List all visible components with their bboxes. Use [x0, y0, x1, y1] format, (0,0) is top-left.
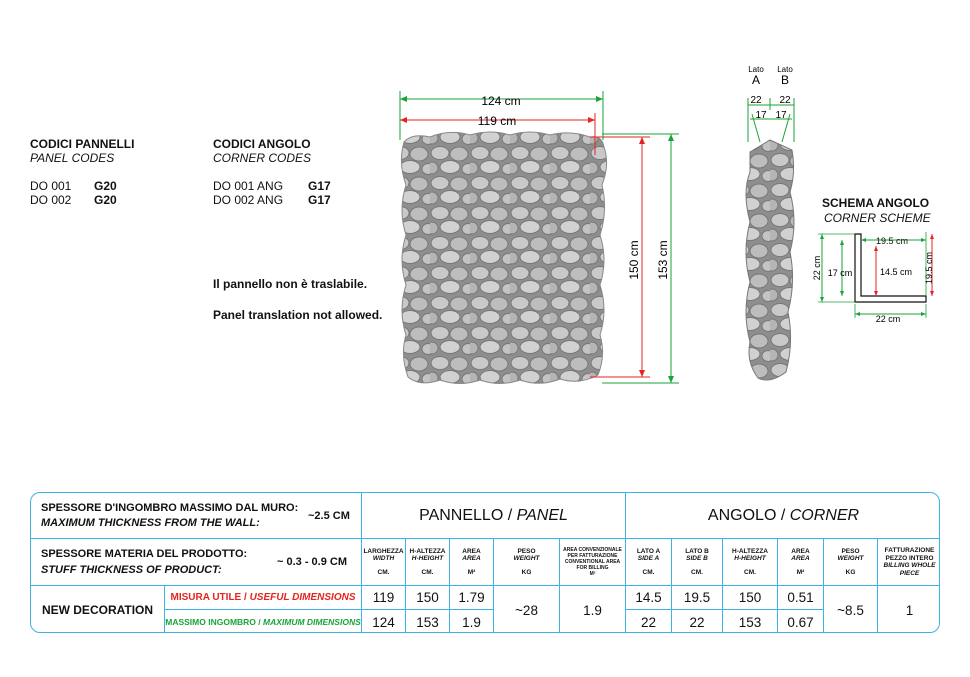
panel-header-it: PANNELLO / [419, 506, 517, 524]
panel-code: DO 002 [30, 193, 72, 207]
corner-scheme-diagram [808, 228, 943, 328]
corner-codes-title-en: CORNER CODES [213, 151, 312, 165]
scheme-inner-gap: 14.5 cm [879, 267, 913, 277]
col-corner-height: H-ALTEZZA H-HEIGHT CM. [732, 547, 768, 576]
panel-weight: ~28 [515, 602, 538, 618]
stone-panel-image [401, 132, 606, 384]
panel-grade: G20 [94, 193, 117, 207]
scheme-title: SCHEMA ANGOLO [822, 196, 930, 210]
useful-width: 119 [372, 590, 395, 605]
max-side-a: 22 [640, 614, 657, 630]
panel-codes-block [30, 137, 134, 207]
panel-drawing [390, 85, 690, 390]
col-area: AREA AREA M² [462, 547, 481, 576]
col-side-a: LATO A SIDE A CM. [636, 547, 661, 576]
panel-height-inner: 150 cm [627, 240, 641, 280]
maximum-dimensions-label: MASSIMO INGOMBRO / MAXIMUM DIMENSIONS [165, 617, 361, 627]
side-b-label: Lato [777, 65, 793, 74]
max-corner-height: 153 [738, 614, 762, 630]
panel-header-en: PANEL [516, 506, 568, 524]
max-thickness-value: ~2.5 CM [308, 510, 350, 522]
col-side-b: LATO B SIDE B CM. [685, 547, 709, 576]
corner-codes-block [213, 137, 331, 207]
scheme-bottom: 22 cm [875, 314, 901, 324]
useful-corner-area: 0.51 [787, 590, 814, 605]
col-conv-area: AREA CONVENZIONALE PER FATTURAZIONE CONVENTIONAL AREA FOR BILLING M² [563, 547, 622, 577]
scheme-left-inner: 17 cm [827, 268, 853, 278]
corner-code: DO 002 ANG [213, 193, 284, 207]
col-width: LARGHEZZA WIDTH CM. [363, 547, 404, 576]
product-name: NEW DECORATION [41, 603, 154, 617]
col-corner-weight: PESO WEIGHT KG [837, 547, 864, 576]
panel-code-row [30, 179, 134, 193]
translation-note-en: Panel translation not allowed. [213, 308, 383, 322]
side-a-outer: 22 [750, 95, 762, 106]
corner-piece-image [746, 140, 794, 380]
col-billing: FATTURAZIONE PEZZO INTERO BILLING WHOLE PIECE [883, 547, 936, 577]
panel-conv-area: 1.9 [583, 602, 602, 618]
panel-codes-title-en: PANEL CODES [30, 151, 115, 165]
scheme-left-outer: 22 cm [812, 255, 822, 281]
corner-weight: ~8.5 [837, 602, 864, 618]
max-corner-area: 0.67 [787, 614, 814, 630]
specs-table [30, 492, 940, 633]
material-value: ~ 0.3 - 0.9 CM [277, 556, 348, 568]
col-weight: PESO WEIGHT KG [513, 547, 540, 576]
corner-section-title [626, 493, 940, 538]
panel-section-title [362, 493, 625, 538]
panel-code: DO 001 [30, 179, 72, 193]
useful-area: 1.79 [458, 590, 485, 605]
max-thickness-label-en: MAXIMUM THICKNESS FROM THE WALL: [41, 517, 260, 529]
side-a-label: Lato [748, 65, 764, 74]
scheme-top: 19.5 cm [875, 236, 909, 246]
useful-corner-height: 150 [738, 590, 762, 605]
useful-side-a: 14.5 [635, 590, 662, 605]
translation-note-it: Il pannello non è traslabile. [213, 277, 368, 291]
max-width: 124 [372, 614, 395, 630]
corner-header-it: ANGOLO / [707, 506, 790, 524]
panel-width-outer: 124 cm [481, 94, 521, 108]
corner-codes-title: CODICI ANGOLO [213, 137, 311, 151]
corner-billing: 1 [905, 602, 914, 618]
corner-code: DO 001 ANG [213, 179, 284, 193]
material-label: SPESSORE MATERIA DEL PRODOTTO: [41, 548, 248, 560]
corner-grade: G17 [308, 193, 331, 207]
side-b-letter: B [780, 73, 790, 87]
panel-code-row [30, 193, 134, 207]
max-side-b: 22 [689, 614, 705, 630]
max-area: 1.9 [462, 614, 481, 630]
panel-grade: G20 [94, 179, 117, 193]
material-label-en: STUFF THICKNESS OF PRODUCT: [41, 564, 222, 576]
corner-grade: G17 [308, 179, 331, 193]
useful-side-b: 19.5 [683, 590, 711, 605]
useful-dimensions-label: MISURA UTILE / USEFUL DIMENSIONS [170, 592, 356, 603]
corner-code-row [213, 179, 331, 193]
side-b-outer: 22 [779, 95, 791, 106]
panel-height-outer: 153 cm [656, 240, 670, 280]
panel-width-inner: 119 cm [477, 114, 517, 128]
max-height: 153 [416, 614, 439, 630]
corner-code-row [213, 193, 331, 207]
panel-codes-title: CODICI PANNELLI [30, 137, 135, 151]
side-a-letter: A [751, 73, 761, 87]
useful-height: 150 [416, 590, 439, 605]
col-corner-area: AREA AREA M² [791, 547, 810, 576]
scheme-right: 19.5 cm [924, 251, 934, 285]
max-thickness-label: SPESSORE D'INGOMBRO MASSIMO DAL MURO: [41, 502, 299, 514]
col-height: H-ALTEZZA H-HEIGHT CM. [409, 547, 446, 576]
corner-header-en: CORNER [789, 506, 860, 524]
scheme-title-en: CORNER SCHEME [824, 211, 931, 225]
side-b-inner: 17 [775, 110, 787, 121]
side-a-inner: 17 [755, 110, 767, 121]
corner-piece-drawing [730, 62, 810, 392]
